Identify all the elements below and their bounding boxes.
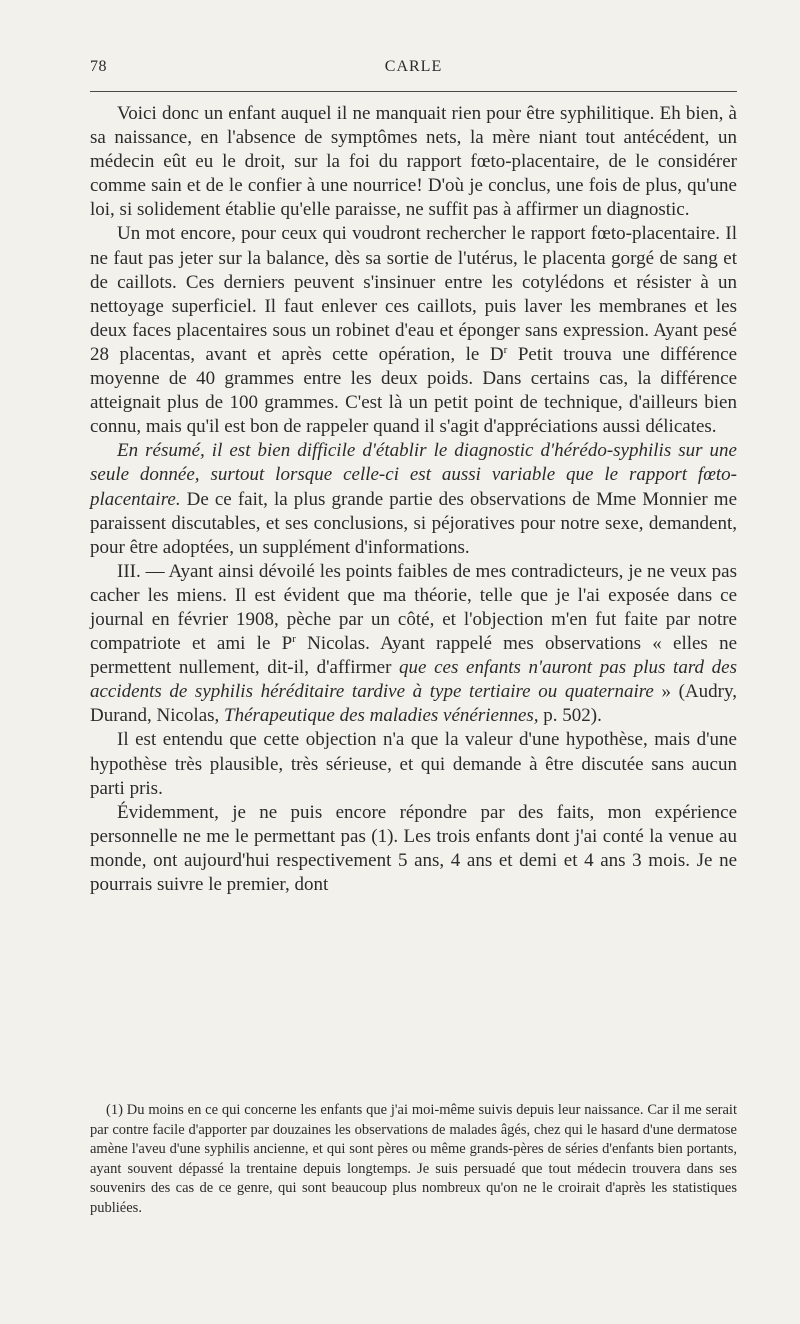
- header-rule: [90, 91, 737, 92]
- paragraph: Voici donc un enfant auquel il ne manquait rien pour être syphilitique. Eh bien, à sa naissance, en l'absence de symptômes nets, la mère niant tout antécédent, un médecin eût eu le droit, sur la foi du rapport fœto-placentaire, de le considérer comme sain et de le confier à une nourrice! D'où je conclus, une fois de plus, qu'une loi, si solidement établie qu'elle paraisse, ne suffit pas à affirmer un diagnostic.: [90, 103, 737, 221]
- footnotes: [90, 1101, 737, 1219]
- main-text: [90, 102, 737, 897]
- footnote: (1) Du moins en ce qui concerne les enfants que j'ai moi-même suivis depuis leur naissance. Car il me serait par contre facile d'apporter par douzaines les observations de malades âgés, chez qui le hasard d'une dermatose amène l'aveu d'une syphilis ancienne, et qui sont pères ou même grands-pères de séries d'enfants bien portants, ayant souvent dépassé la trentaine depuis longtemps. Je suis persuadé que tout médecin trouvera dans ses souvenirs des cas de ce genre, qui sont beaucoup plus nombreux qu'on ne le croirait d'après les statistiques publiées.: [90, 1102, 737, 1216]
- paragraph: III. — Ayant ainsi dévoilé les points faibles de mes contradicteurs, je ne veux pas cacher les miens. Il est évident que ma théorie, telle que je l'ai exposée dans ce journal en février 1908, pèche par un côté, et l'objection m'en fut faite par notre compatriote et ami le $P^r$ Nicolas. Ayant rappelé mes observations « elles ne permettent nullement, dit-il, d'affirmer que ces enfants n'auront pas plus tard des accidents de syphilis héréditaire tardive à type tertiaire ou quaternaire » (Audry, Durand, Nicolas, Thérapeutique des maladies vénériennes, p. 502).: [90, 560, 737, 727]
- page-header: [90, 58, 737, 84]
- paragraph: Évidemment, je ne puis encore répondre par des faits, mon expérience personnelle ne me le permettant pas (1). Les trois enfants dont j'ai conté la venue au monde, ont aujourd'hui respectivement 5 ans, 4 ans et demi et 4 ans 3 mois. Je ne pourrais suivre le premier, dont: [90, 801, 737, 895]
- paragraph: En résumé, il est bien difficile d'établir le diagnostic d'hérédo-syphilis sur une seule donnée, surtout lorsque celle-ci est aussi variable que le rapport fœto-placentaire. De ce fait, la plus grande partie des observations de Mme Monnier me paraissent discutables, et ses conclusions, si péjoratives pour notre sexe, demandent, pour être adoptées, un supplément d'informations.: [90, 440, 737, 558]
- paragraph: Un mot encore, pour ceux qui voudront rechercher le rapport fœto-placentaire. Il ne faut pas jeter sur la balance, dès sa sortie de l'utérus, le placenta gorgé de sang et de caillots. Ces derniers peuvent s'insinuer entre les cotylédons et résister à un nettoyage superficiel. Il faut enlever ces caillots, puis laver les membranes et les deux faces placentaires sous un robinet d'eau et éponger sans expression. Ayant pesé 28 placentas, avant et après cette opération, le $D^r$ Petit trouva une différence moyenne de 40 grammes entre les deux poids. Dans certains cas, la différence atteignait plus de 100 grammes. C'est là un petit point de technique, d'ailleurs bien connu, mais qu'il est bon de rappeler quand il s'agit d'appréciations aussi délicates.: [90, 223, 737, 438]
- paragraph: Il est entendu que cette objection n'a que la valeur d'une hypothèse, mais d'une hypothèse très plausible, très sérieuse, et qui demande à être discutée sans aucun parti pris.: [90, 729, 737, 799]
- running-title: CARLE: [384, 58, 443, 75]
- page-number: 78: [90, 58, 107, 75]
